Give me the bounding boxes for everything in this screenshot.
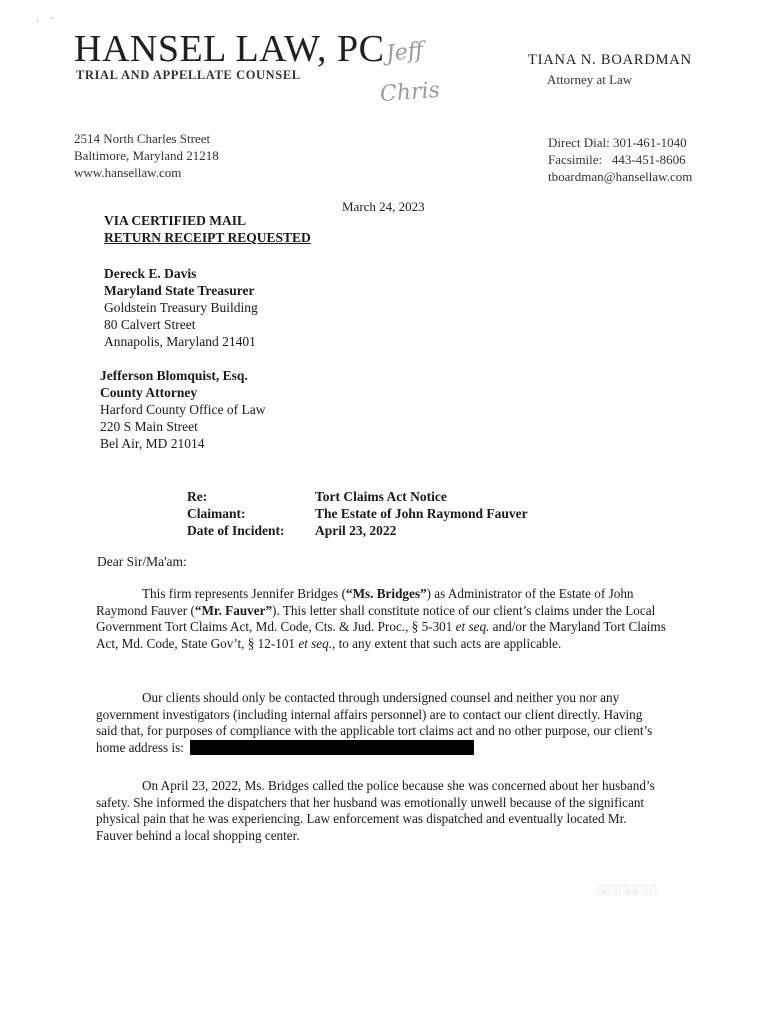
italic-citation: et seq. (455, 619, 490, 634)
recipient-block-2 (100, 367, 265, 452)
recipient-name: Jefferson Blomquist, Esq. (100, 368, 248, 383)
salutation: Dear Sir/Ma'am: (97, 554, 187, 569)
defined-term: “Ms. Bridges” (345, 586, 427, 601)
firm-name: HANSEL LAW, PC (74, 28, 385, 70)
address-line-1: 2514 North Charles Street (74, 131, 211, 146)
text-run: ) as Administrator of the Estate of John Raymond Fauver ( (96, 586, 634, 618)
letter-date: March 24, 2023 (342, 199, 425, 214)
re-label: Re: (187, 489, 208, 504)
recipient-address-line: 80 Calvert Street (104, 317, 196, 332)
direct-dial: Direct Dial: 301-461-1040 (548, 135, 687, 150)
handwritten-note-2: Chris (379, 77, 441, 108)
address-line-2: Baltimore, Maryland 21218 (74, 148, 219, 163)
paragraph-contact-instructions (96, 690, 666, 756)
attorney-title: Attorney at Law (547, 72, 633, 87)
attorney-contact (548, 134, 692, 185)
paragraph-representation (96, 586, 666, 652)
text-run: , to any extent that such acts are applicable. (332, 635, 562, 651)
faint-stamp-mark: ░░░░░░░ (596, 884, 658, 896)
defined-term: “Mr. Fauver” (194, 602, 273, 618)
incident-date: April 23, 2022 (315, 523, 397, 538)
paragraph-incident (96, 778, 666, 844)
recipient-address-line: Goldstein Treasury Building (104, 300, 258, 315)
delivery-line-1: VIA CERTIFIED MAIL (104, 213, 247, 228)
scan-speck: · ´ (36, 16, 54, 26)
text-run: Our clients should only be contacted through undersigned counsel and neither you nor any government investigators (including internal affairs personnel) are to contact our client directly. Having said that, for purposes of compliance with the applicable tort claims act and no other purpose, our client’s home address is: (96, 690, 653, 755)
recipient-address-line: Bel Air, MD 21014 (100, 436, 205, 451)
claimant-label: Claimant: (187, 506, 246, 521)
redaction-bar (190, 740, 474, 755)
recipient-name: Dereck E. Davis (104, 266, 197, 281)
re-values (315, 488, 528, 539)
text-run: and/or the Maryland Tort Claims Act, Md. Code, State Gov’t, § 12-101 (96, 619, 666, 651)
text-run: On April 23, 2022, Ms. Bridges called the police because she was concerned about her husband’s safety. She informed the dispatchers that her husband was emotionally unwell because of the significant physical pain that he was experiencing. Law enforcement was dispatched and eventually located Mr. Fauver behind a local shopping center. (96, 778, 655, 843)
handwritten-note-1: Jeff (384, 38, 425, 67)
recipient-address-line: Annapolis, Maryland 21401 (104, 334, 256, 349)
firm-tagline: TRIAL AND APPELLATE COUNSEL (76, 68, 301, 82)
text-run: This firm represents Jennifer Bridges ( (142, 586, 346, 601)
re-subject: Tort Claims Act Notice (315, 489, 447, 504)
recipient-address-line: 220 S Main Street (100, 419, 198, 434)
recipient-block-1 (104, 265, 258, 350)
recipient-address-line: Harford County Office of Law (100, 402, 266, 417)
italic-citation: et seq. (298, 635, 333, 651)
re-labels (187, 488, 285, 539)
firm-address (74, 130, 219, 181)
recipient-title: Maryland State Treasurer (104, 283, 255, 298)
delivery-line-2: RETURN RECEIPT REQUESTED (104, 230, 311, 245)
firm-website: www.hansellaw.com (74, 165, 182, 180)
text-run: ). This letter shall constitute notice of our client’s claims under the Local Government Tort Claims Act, Md. Code, Cts. & Jud. Proc., § 5-301 (96, 602, 656, 634)
attorney-name: TIANA N. BOARDMAN (528, 52, 692, 68)
claimant-name: The Estate of John Raymond Fauver (315, 506, 528, 521)
recipient-title: County Attorney (100, 385, 198, 400)
delivery-method (104, 212, 311, 246)
attorney-email: tboardman@hansellaw.com (548, 169, 693, 184)
facsimile: Facsimile: 443-451-8606 (548, 152, 686, 167)
incident-date-label: Date of Incident: (187, 523, 285, 538)
